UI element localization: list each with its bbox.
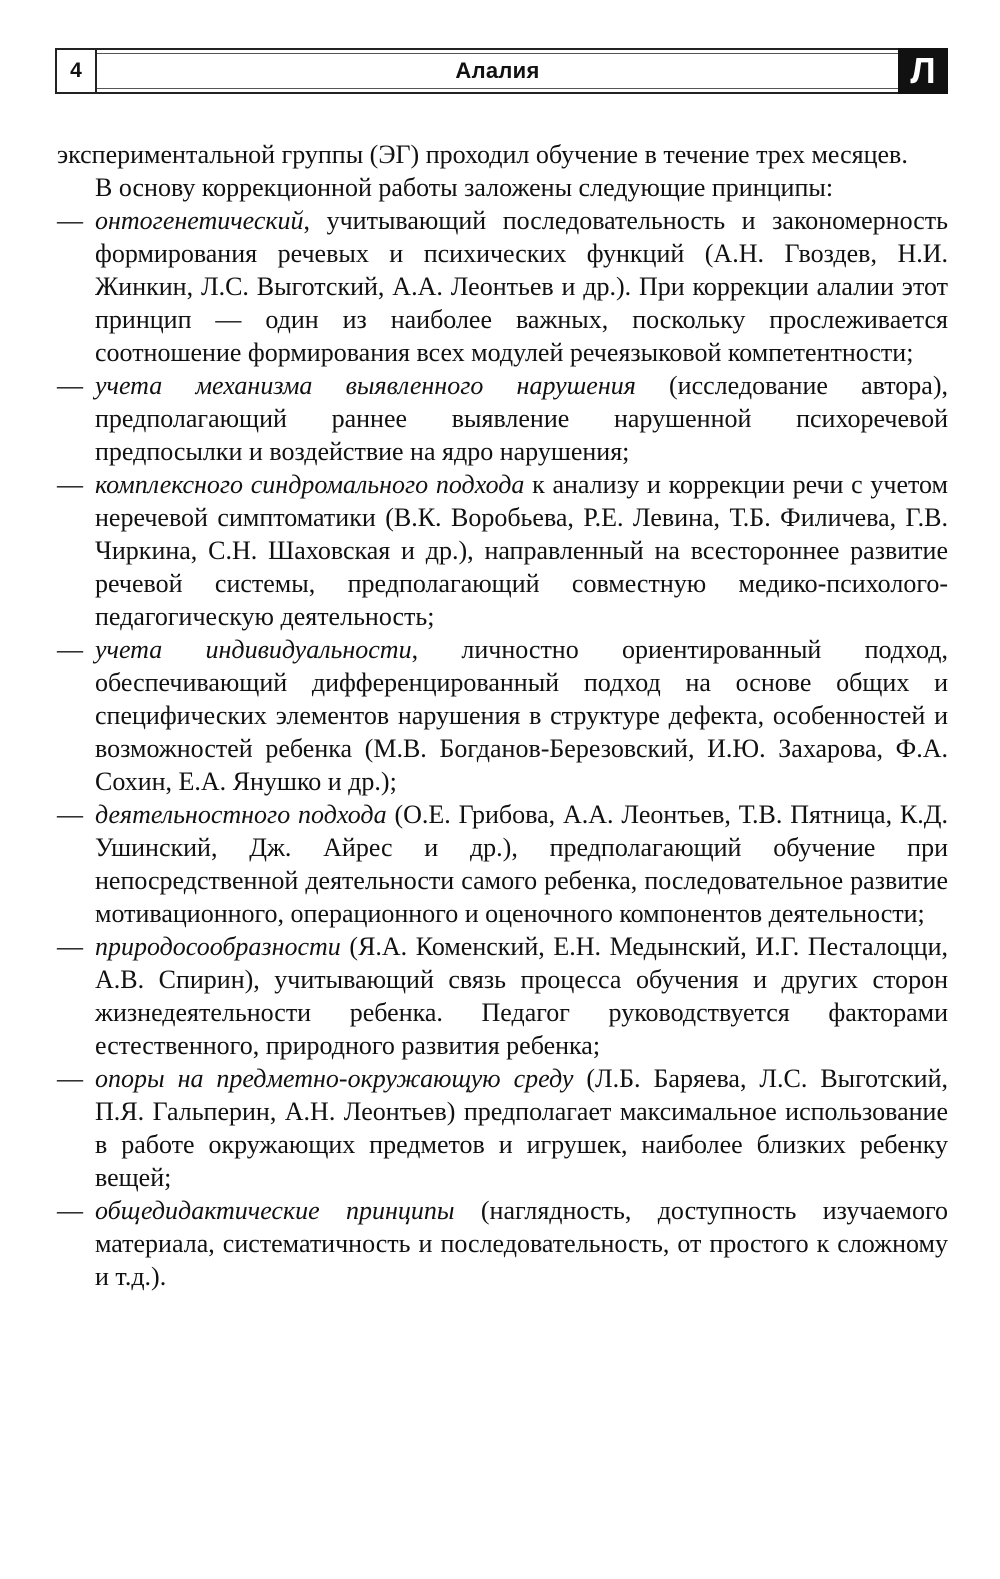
list-item	[57, 633, 948, 798]
principle-description: , личностно ориентированный подход, обеспечивающий дифференцированный подход на основе общих и специфических элементов нарушения в структуре дефекта, особенностей и возможностей ребенка (М.В. Богданов-Березовский, И.Ю. Захарова, Ф.А. Сохин, Е.А. Янушко и др.);	[95, 635, 948, 796]
chapter-title: Алалия	[455, 58, 540, 83]
principle-term: онтогенетический	[95, 206, 304, 235]
intro-continuation-paragraph: экспериментальной группы (ЭГ) проходил обучение в течение трех месяцев.	[57, 140, 908, 169]
page-number: 4	[55, 48, 97, 94]
principle-term: учета механизма выявленного нарушения	[95, 371, 636, 400]
list-item	[57, 1062, 948, 1194]
header-rule-bottom	[97, 88, 898, 89]
list-dash: —	[57, 470, 83, 499]
principles-intro-paragraph: В основу коррекционной работы заложены следующие принципы:	[95, 173, 834, 202]
list-item	[57, 798, 948, 930]
section-letter-tab: Л	[898, 48, 948, 94]
body-text	[57, 138, 948, 1293]
list-dash: —	[57, 635, 83, 664]
header-title-bar	[97, 48, 898, 94]
principle-term: опоры на предметно-окружающую среду	[95, 1064, 574, 1093]
list-item	[57, 930, 948, 1062]
principle-description: (Я.А. Коменский, Е.Н. Медынский, И.Г. Песталоцци, А.В. Спирин), учитывающий связь процесса обучения и других сторон жизнедеятельности ребенка. Педагог руководствуется факторами естественного, природного развития ребенка;	[95, 932, 948, 1060]
principle-term: учета индивидуальности	[95, 635, 412, 664]
principle-description: (исследование автора), предполагающий раннее выявление нарушенной психоречевой предпосылки и воздействие на ядро нарушения;	[95, 371, 949, 466]
list-dash: —	[57, 1064, 83, 1093]
principle-term: природосообразности	[95, 932, 341, 961]
principle-term: общедидактические принципы	[95, 1196, 455, 1225]
list-dash: —	[57, 800, 83, 829]
principle-description: (О.Е. Грибова, А.А. Леонтьев, Т.В. Пятница, К.Д. Ушинский, Дж. Айрес и др.), предполагающий обучение при непосредственной деятельности самого ребенка, последовательное развитие мотивационного, операционного и оценочного компонентов деятельности;	[95, 800, 949, 928]
principle-description: (Л.Б. Баряева, Л.С. Выготский, П.Я. Гальперин, А.Н. Леонтьев) предполагает максимальное использование в работе окружающих предметов и игрушек, наиболее близких ребенку вещей;	[95, 1064, 949, 1192]
principle-description: , учитывающий последовательность и закономерность формирования речевых и психических функций (А.Н. Гвоздев, Н.И. Жинкин, Л.С. Выготский, А.А. Леонтьев и др.). При коррекции алалии этот принцип — один из наиболее важных, поскольку прослеживается соотношение формирования всех модулей речеязыковой компетентности;	[95, 206, 948, 367]
list-item	[57, 1194, 948, 1293]
list-dash: —	[57, 206, 83, 235]
list-item	[57, 369, 948, 468]
header-rule-top	[97, 53, 898, 54]
principle-description: (наглядность, доступность изучаемого материала, систематичность и последовательность, от простого к сложному и т.д.).	[95, 1196, 949, 1291]
principle-description: к анализу и коррекции речи с учетом неречевой симптоматики (В.К. Воробьева, Р.Е. Левина, Т.Б. Филичева, Г.В. Чиркина, С.Н. Шаховская и др.), направленный на всестороннее развитие речевой системы, предполагающий совместную медико-психолого-педагогическую деятельность;	[95, 470, 949, 631]
list-item	[57, 468, 948, 633]
principle-term: деятельностного подхода	[95, 800, 387, 829]
list-dash: —	[57, 371, 83, 400]
list-dash: —	[57, 1196, 83, 1225]
list-dash: —	[57, 932, 83, 961]
running-header	[55, 48, 948, 94]
principle-term: комплексного синдромального подхода	[95, 470, 525, 499]
list-item	[57, 204, 948, 369]
principles-list	[57, 204, 948, 1293]
